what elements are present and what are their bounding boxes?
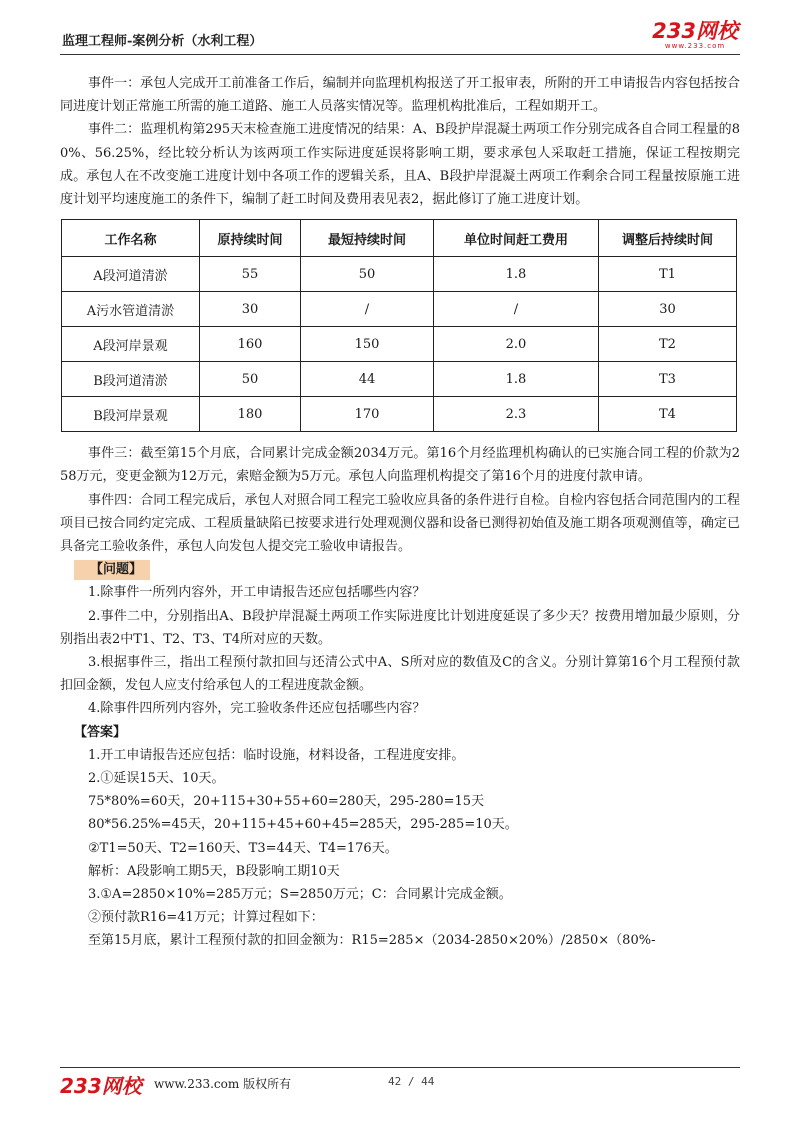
answers-heading — [60, 721, 740, 744]
table-row — [62, 257, 737, 292]
table-cell: 150 — [301, 327, 434, 362]
table-cell: 30 — [599, 292, 737, 327]
table-cell: / — [434, 292, 599, 327]
table-cell: 2.0 — [434, 327, 599, 362]
table-cell: 170 — [301, 397, 434, 432]
table-cell: 55 — [200, 257, 301, 292]
table-cell: 180 — [200, 397, 301, 432]
schedule-cost-table — [61, 219, 737, 432]
event-1-paragraph: 事件一：承包人完成开工前准备工作后，编制并向监理机构报送了开工报审表，所附的开工申请报告内容包括按合同进度计划正常施工所需的施工道路、施工人员落实情况等。监理机构批准后，工程如期开工。 — [60, 76, 740, 115]
question-item: 1.除事件一所列内容外，开工申请报告还应包括哪些内容？ — [88, 585, 426, 601]
answer-line: 75*80%=60天，20+115+30+55+60=280天，295-280=15天 — [88, 794, 485, 810]
table-cell: 50 — [301, 257, 434, 292]
table-cell: T3 — [599, 362, 737, 397]
event-3-paragraph: 事件三：截至第15个月底，合同累计完成金额2034万元。第16个月经监理机构确认的已实施合同工程的价款为258万元，变更金额为12万元，索赔金额为5万元。承包人向监理机构提交了第16个月的进度付款申请。 — [60, 446, 740, 485]
table-row — [62, 397, 737, 432]
answer-line: 2.①延误15天、10天。 — [88, 771, 225, 787]
table-cell: B段河道清淤 — [62, 362, 200, 397]
table-cell: 2.3 — [434, 397, 599, 432]
table-cell: T2 — [599, 327, 737, 362]
answer-line: 80*56.25%=45天，20+115+45+60+45=285天，295-285=10天。 — [88, 817, 518, 833]
page-number: 42 / 44 — [388, 1075, 435, 1088]
questions-heading — [60, 558, 740, 581]
table-cell: T1 — [599, 257, 737, 292]
table-header-cell: 调整后持续时间 — [599, 220, 737, 257]
table-cell: 30 — [200, 292, 301, 327]
questions-badge: 【问题】 — [74, 560, 150, 580]
table-cell: B段河岸景观 — [62, 397, 200, 432]
table-cell: A段河岸景观 — [62, 327, 200, 362]
page-content — [60, 72, 740, 953]
header-title: 监理工程师-案例分析（水利工程） — [62, 34, 263, 49]
table-row — [62, 292, 737, 327]
table-cell: A污水管道清淤 — [62, 292, 200, 327]
table-row — [62, 327, 737, 362]
brand-logo-url: www.233.com — [664, 42, 726, 50]
table-cell: / — [301, 292, 434, 327]
answer-line: 解析：A段影响工期5天，B段影响工期10天 — [88, 863, 340, 879]
table-header-cell: 工作名称 — [62, 220, 200, 257]
footer-divider — [60, 1067, 740, 1068]
table-cell: 50 — [200, 362, 301, 397]
table-header-row — [62, 220, 737, 257]
answer-line: ②T1=50天、T2=160天、T3=44天、T4=176天。 — [88, 840, 398, 856]
table-cell: 160 — [200, 327, 301, 362]
brand-logo[interactable] — [652, 20, 738, 50]
answer-line: 1.开工申请报告还应包括：临时设施，材料设备，工程进度安排。 — [88, 747, 465, 763]
table-cell: A段河道清淤 — [62, 257, 200, 292]
table-header-cell: 单位时间赶工费用 — [434, 220, 599, 257]
table-cell: 44 — [301, 362, 434, 397]
table-cell: T4 — [599, 397, 737, 432]
brand-logo-text: 233网校 — [652, 19, 738, 43]
footer-logo[interactable]: 233网校 — [60, 1074, 142, 1098]
answer-line: 3.①A=2850×10%=285万元；S=2850万元；C：合同累计完成金额。 — [88, 887, 512, 903]
question-item: 4.除事件四所列内容外，完工验收条件还应包括哪些内容？ — [88, 701, 426, 717]
answer-line: ②预付款R16=41万元；计算过程如下： — [88, 910, 324, 926]
table-header-cell: 原持续时间 — [200, 220, 301, 257]
event-2-paragraph: 事件二：监理机构第295天末检查施工进度情况的结果：A、B段护岸混凝土两项工作分别完成各自合同工程量的80%、56.25%，经比较分析认为该两项工作实际进度延误将影响工期，要求承包人采取赶工措施，保证工程按期完成。承包人在不改变施工进度计划中各项工作的逻辑关系，且A、B段护岸混凝土两项工作剩余合同工程量按原施工进度计划平均速度施工的条件下，编制了赶工时间及费用表见表2，据此修订了施工进度计划。 — [60, 122, 740, 208]
table-header-cell: 最短持续时间 — [301, 220, 434, 257]
question-item: 2.事件二中，分别指出A、B段护岸混凝土两项工作实际进度比计划进度延误了多少天？按费用增加最少原则，分别指出表2中T1、T2、T3、T4所对应的天数。 — [60, 608, 740, 647]
header-divider — [60, 54, 740, 55]
question-item: 3.根据事件三，指出工程预付款扣回与还清公式中A、S所对应的数值及C的含义。分别计算第16个月工程预付款扣回金额，发包人应支付给承包人的工程进度款金额。 — [60, 655, 740, 694]
table-cell: 1.8 — [434, 362, 599, 397]
event-4-paragraph: 事件四：合同工程完成后，承包人对照合同工程完工验收应具备的条件进行自检。自检内容包括合同范围内的工程项目已按合同约定完成、工程质量缺陷已按要求进行处理观测仪器和设备已测得初始值及施工期各项观测值等，确定已具备完工验收条件，承包人向发包人提交完工验收申请报告。 — [60, 492, 740, 555]
answers-label: 【答案】 — [74, 724, 127, 740]
answer-line: 至第15月底，累计工程预付款的扣回金额为：R15=285×（2034-2850×20%）/2850×（80%- — [88, 933, 656, 949]
footer-copyright: www.233.com 版权所有 — [154, 1077, 292, 1091]
table-row — [62, 362, 737, 397]
table-cell: 1.8 — [434, 257, 599, 292]
